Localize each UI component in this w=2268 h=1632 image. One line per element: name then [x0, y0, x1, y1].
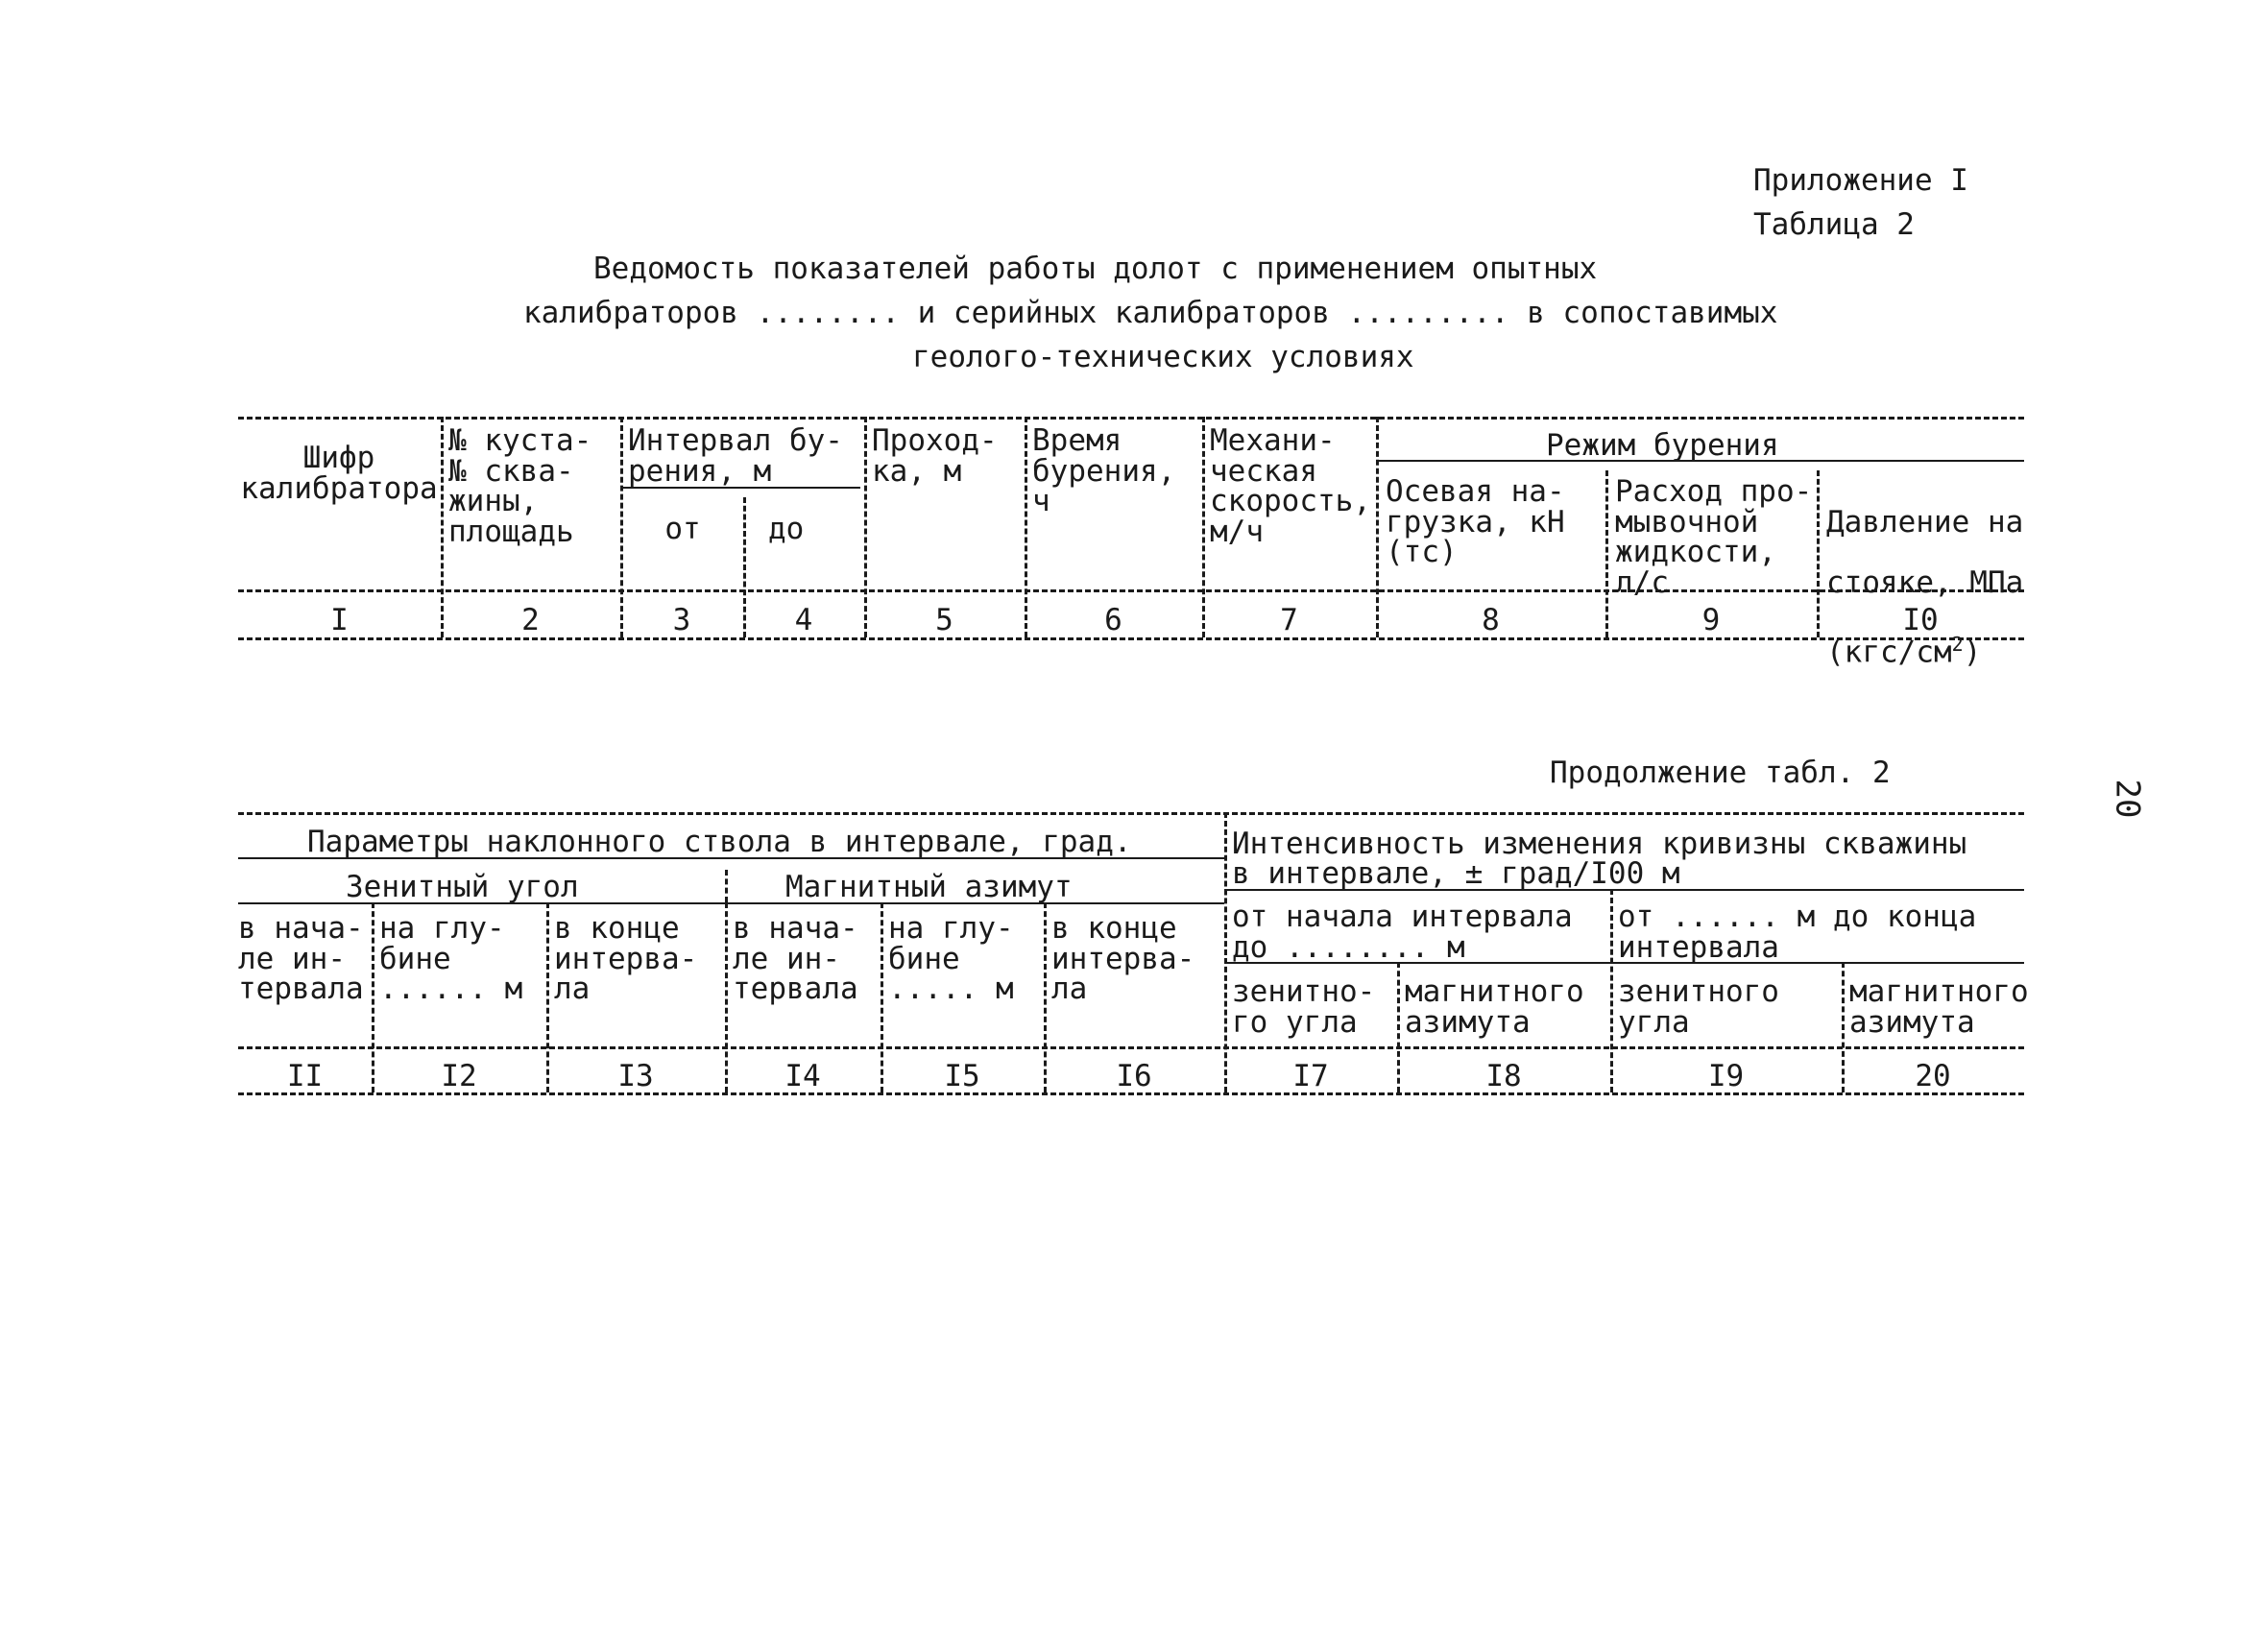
- col-number: I2: [441, 1059, 477, 1093]
- col-header-azimuth-end: в конце интерва- ла: [1051, 911, 1195, 1007]
- continuation-label: Продолжение табл. 2: [1550, 756, 1891, 790]
- col-number: 7: [1280, 603, 1298, 637]
- col-header-zenith-depth: на глу- бине ...... м: [379, 911, 523, 1007]
- table2-top-rule: [238, 812, 2024, 815]
- col-header-drilling-mode: Режим бурения: [1546, 428, 1779, 463]
- group-header-intensity-line-1: Интенсивность изменения кривизны скважины: [1232, 827, 1967, 861]
- col-header-rop: Механи- ческая скорость, м/ч: [1210, 423, 1371, 549]
- table1-sep: [864, 417, 867, 637]
- col-number: 9: [1701, 603, 1721, 637]
- pressure-unit-close: ): [1963, 635, 1982, 670]
- pressure-line-1: Давление на: [1826, 504, 2024, 540]
- col-number: I3: [617, 1059, 654, 1093]
- col-header-intensity-azimuth-1: магнитного азимута: [1405, 974, 1584, 1040]
- title-line-3: геолого-технических условиях: [912, 340, 1414, 374]
- col-number: I7: [1292, 1059, 1329, 1093]
- col-header-well: № куста- № сква- жины, площадь: [448, 423, 592, 549]
- sub-header-from-start: от начала интервала до ........ м: [1232, 900, 1573, 965]
- col-number: I8: [1485, 1059, 1522, 1093]
- table2-header-bottom-rule: [238, 1046, 2024, 1049]
- group-header-zenith: Зенитный угол: [346, 870, 579, 904]
- col-header-flow-rate: Расход про- мывочной жидкости, л/с: [1615, 474, 1813, 600]
- page-number: 20: [2108, 779, 2147, 819]
- col-number: II: [286, 1059, 324, 1093]
- table1-sep: [1376, 417, 1379, 637]
- title-line-1: Ведомость показателей работы долот с применением опытных: [593, 252, 1598, 286]
- col-header-intensity-zenith-2: зенитного угла: [1618, 974, 1779, 1040]
- table1-sep: [441, 417, 444, 637]
- table1-top-rule: [238, 417, 2024, 420]
- col-header-pressure: [1826, 477, 2024, 699]
- pressure-line-2: стояке, МПа: [1826, 564, 2024, 600]
- col-header-azimuth-depth: на глу- бине ..... м: [888, 911, 1014, 1007]
- col-number: 5: [935, 603, 953, 637]
- col-number: 6: [1104, 603, 1122, 637]
- col-header-footage: Проход- ка, м: [872, 423, 998, 489]
- col-number: I0: [1902, 603, 1939, 637]
- table2-sep: [1224, 812, 1227, 1092]
- group-header-intensity-line-2: в интервале, ± град/I00 м: [1232, 856, 1680, 891]
- appendix-label: Приложение I: [1753, 163, 1968, 198]
- pressure-unit: (кгс/см: [1826, 635, 1952, 670]
- pressure-unit-exponent: 2: [1951, 633, 1964, 657]
- col-number: I5: [944, 1059, 980, 1093]
- table1-bottom-rule: [238, 637, 2024, 640]
- group-header-azimuth: Магнитный азимут: [785, 870, 1073, 904]
- col-number: I6: [1116, 1059, 1152, 1093]
- table1-sep: [1202, 417, 1205, 637]
- col-number: 3: [672, 603, 691, 637]
- table1-sep: [620, 417, 623, 637]
- col-header-cipher: Шифр калибратора: [240, 441, 438, 506]
- table2-sep: [725, 870, 728, 902]
- col-number: 4: [794, 603, 813, 637]
- col-header-interval: Интервал бу- рения, м: [628, 423, 843, 489]
- col-header-axial-load: Осевая на- грузка, кН (тс): [1386, 474, 1565, 570]
- group-header-params: Параметры наклонного ствола в интервале, град.: [307, 825, 1132, 859]
- col-number: 8: [1482, 603, 1500, 637]
- col-header-intensity-azimuth-2: магнитного азимута: [1849, 974, 2029, 1040]
- col-header-drill-time: Время бурения, ч: [1032, 423, 1176, 519]
- title-line-2: калибраторов ........ и серийных калибраторов ......... в сопоставимых: [523, 296, 1778, 330]
- col-number: I4: [784, 1059, 821, 1093]
- col-header-zenith-start: в нача- ле ин- тервала: [238, 911, 364, 1007]
- col-header-intensity-zenith-1: зенитно- го угла: [1232, 974, 1376, 1040]
- col-number: 2: [521, 603, 540, 637]
- col-header-azimuth-start: в нача- ле ин- тервала: [733, 911, 858, 1007]
- table1-sep: [1025, 417, 1027, 637]
- col-number: I9: [1707, 1059, 1745, 1093]
- col-header-zenith-end: в конце интерва- ла: [554, 911, 698, 1007]
- col-header-to: до: [768, 512, 805, 546]
- col-header-from: от: [664, 512, 701, 546]
- col-number: 20: [1915, 1059, 1951, 1093]
- table-label: Таблица 2: [1753, 207, 1915, 242]
- pressure-line-3: [1826, 635, 2024, 668]
- col-number: I: [330, 603, 349, 637]
- sub-header-to-end: от ...... м до конца интервала: [1618, 900, 1977, 965]
